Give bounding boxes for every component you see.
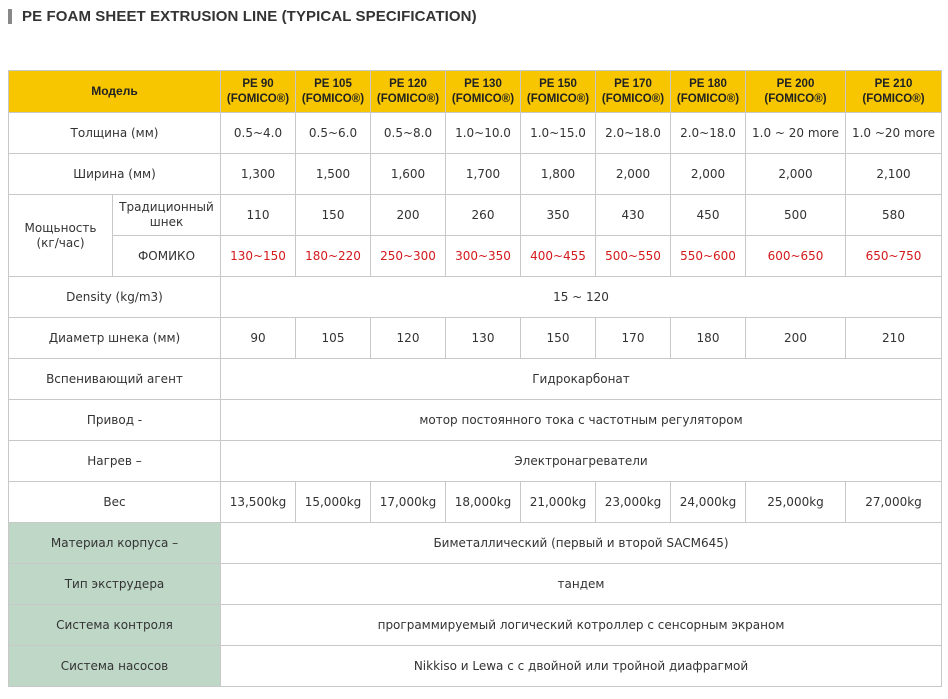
model-name: PE 170 <box>614 77 652 90</box>
model-brand: (FOMICO®) <box>451 92 515 105</box>
fomico-label: ФОМИКО <box>113 236 221 277</box>
width-cell: 2,100 <box>846 154 942 195</box>
extruder-type-row <box>9 564 942 605</box>
weight-row <box>9 482 942 523</box>
width-cell: 2,000 <box>596 154 671 195</box>
weight-cell: 27,000kg <box>846 482 942 523</box>
page-title: PE FOAM SHEET EXTRUSION LINE (TYPICAL SPECIFICATION) <box>22 7 477 25</box>
thickness-cell: 1.0~15.0 <box>521 113 596 154</box>
thickness-cell: 1.0 ~20 more <box>846 113 942 154</box>
model-name: PE 210 <box>874 77 913 90</box>
capacity-fomico-row <box>9 236 942 277</box>
traditional-capacity-cell: 430 <box>596 195 671 236</box>
width-row <box>9 154 942 195</box>
fomico-capacity-cell: 400~455 <box>521 236 596 277</box>
screw-diameter-label: Диаметр шнека (мм) <box>9 318 221 359</box>
width-cell: 1,500 <box>296 154 371 195</box>
model-brand: (FOMICO®) <box>376 92 440 105</box>
width-cell: 1,600 <box>371 154 446 195</box>
traditional-capacity-cell: 350 <box>521 195 596 236</box>
model-name: PE 200 <box>776 77 815 90</box>
model-header-pe210 <box>846 71 942 113</box>
weight-cell: 17,000kg <box>371 482 446 523</box>
model-brand: (FOMICO®) <box>676 92 740 105</box>
model-name: PE 150 <box>539 77 577 90</box>
thickness-cell: 2.0~18.0 <box>596 113 671 154</box>
model-header-pe90 <box>221 71 296 113</box>
thickness-cell: 1.0~10.0 <box>446 113 521 154</box>
weight-cell: 25,000kg <box>746 482 846 523</box>
header-row <box>9 71 942 113</box>
model-header-pe105 <box>296 71 371 113</box>
body-material-row <box>9 523 942 564</box>
model-brand: (FOMICO®) <box>226 92 290 105</box>
traditional-capacity-cell: 450 <box>671 195 746 236</box>
title-marker <box>8 9 12 24</box>
model-header-pe130 <box>446 71 521 113</box>
model-brand: (FOMICO®) <box>862 92 925 105</box>
fomico-capacity-cell: 550~600 <box>671 236 746 277</box>
thickness-cell: 0.5~6.0 <box>296 113 371 154</box>
heating-value: Электронагреватели <box>221 441 942 482</box>
capacity-traditional-row <box>9 195 942 236</box>
model-name: PE 180 <box>689 77 727 90</box>
capacity-label <box>9 195 113 277</box>
control-system-row <box>9 605 942 646</box>
width-cell: 1,700 <box>446 154 521 195</box>
fomico-capacity-cell: 300~350 <box>446 236 521 277</box>
fomico-capacity-cell: 130~150 <box>221 236 296 277</box>
weight-cell: 24,000kg <box>671 482 746 523</box>
weight-cell: 13,500kg <box>221 482 296 523</box>
drive-value: мотор постоянного тока с частотным регулятором <box>221 400 942 441</box>
fomico-capacity-cell: 250~300 <box>371 236 446 277</box>
model-name: PE 130 <box>464 77 502 90</box>
pump-system-label: Система насосов <box>9 646 221 687</box>
traditional-capacity-cell: 200 <box>371 195 446 236</box>
model-header-pe180 <box>671 71 746 113</box>
model-header-pe200 <box>746 71 846 113</box>
model-brand: (FOMICO®) <box>301 92 365 105</box>
weight-cell: 23,000kg <box>596 482 671 523</box>
screw-diameter-cell: 90 <box>221 318 296 359</box>
screw-diameter-cell: 105 <box>296 318 371 359</box>
width-cell: 1,300 <box>221 154 296 195</box>
thickness-row <box>9 113 942 154</box>
traditional-label-line1: Традиционный <box>119 200 214 214</box>
page-title-bar <box>8 8 477 24</box>
weight-cell: 15,000kg <box>296 482 371 523</box>
control-system-label: Система контроля <box>9 605 221 646</box>
traditional-capacity-cell: 500 <box>746 195 846 236</box>
body-material-label: Материал корпуса – <box>9 523 221 564</box>
traditional-capacity-cell: 150 <box>296 195 371 236</box>
model-brand: (FOMICO®) <box>601 92 665 105</box>
fomico-capacity-cell: 650~750 <box>846 236 942 277</box>
width-cell: 2,000 <box>671 154 746 195</box>
screw-diameter-cell: 200 <box>746 318 846 359</box>
model-header-pe150 <box>521 71 596 113</box>
screw-diameter-cell: 150 <box>521 318 596 359</box>
screw-diameter-row <box>9 318 942 359</box>
density-value: 15 ~ 120 <box>221 277 942 318</box>
extruder-type-label: Тип экструдера <box>9 564 221 605</box>
fomico-capacity-cell: 600~650 <box>746 236 846 277</box>
screw-diameter-cell: 170 <box>596 318 671 359</box>
control-system-value: программируемый логический котроллер с сенсорным экраном <box>221 605 942 646</box>
model-header-pe120 <box>371 71 446 113</box>
thickness-cell: 1.0 ~ 20 more <box>746 113 846 154</box>
capacity-label-line2: (кг/час) <box>36 235 85 250</box>
body-material-value: Биметаллический (первый и второй SACM645) <box>221 523 942 564</box>
traditional-capacity-cell: 580 <box>846 195 942 236</box>
width-label: Ширина (мм) <box>9 154 221 195</box>
thickness-cell: 0.5~8.0 <box>371 113 446 154</box>
model-header: Модель <box>9 71 221 113</box>
screw-diameter-cell: 120 <box>371 318 446 359</box>
width-cell: 1,800 <box>521 154 596 195</box>
blowing-agent-row <box>9 359 942 400</box>
capacity-label-line1: Мощьность <box>24 220 97 235</box>
model-brand: (FOMICO®) <box>526 92 590 105</box>
spec-table <box>8 70 942 687</box>
screw-diameter-cell: 210 <box>846 318 942 359</box>
drive-label: Привод - <box>9 400 221 441</box>
density-row <box>9 277 942 318</box>
model-brand: (FOMICO®) <box>764 92 827 105</box>
pump-system-row <box>9 646 942 687</box>
heating-label: Нагрев – <box>9 441 221 482</box>
traditional-capacity-cell: 260 <box>446 195 521 236</box>
screw-diameter-cell: 180 <box>671 318 746 359</box>
model-name: PE 105 <box>314 77 352 90</box>
pump-system-value: Nikkiso и Lewa с с двойной или тройной диафрагмой <box>221 646 942 687</box>
extruder-type-value: тандем <box>221 564 942 605</box>
weight-cell: 18,000kg <box>446 482 521 523</box>
width-cell: 2,000 <box>746 154 846 195</box>
screw-diameter-cell: 130 <box>446 318 521 359</box>
blowing-agent-value: Гидрокарбонат <box>221 359 942 400</box>
drive-row <box>9 400 942 441</box>
model-header-pe170 <box>596 71 671 113</box>
fomico-capacity-cell: 500~550 <box>596 236 671 277</box>
heating-row <box>9 441 942 482</box>
thickness-label: Толщина (мм) <box>9 113 221 154</box>
density-label: Density (kg/m3) <box>9 277 221 318</box>
thickness-cell: 0.5~4.0 <box>221 113 296 154</box>
traditional-label-line2: шнек <box>149 215 184 229</box>
model-name: PE 90 <box>242 77 274 90</box>
model-name: PE 120 <box>389 77 427 90</box>
blowing-agent-label: Вспенивающий агент <box>9 359 221 400</box>
traditional-capacity-cell: 110 <box>221 195 296 236</box>
fomico-capacity-cell: 180~220 <box>296 236 371 277</box>
weight-label: Вес <box>9 482 221 523</box>
thickness-cell: 2.0~18.0 <box>671 113 746 154</box>
traditional-screw-label <box>113 195 221 236</box>
weight-cell: 21,000kg <box>521 482 596 523</box>
